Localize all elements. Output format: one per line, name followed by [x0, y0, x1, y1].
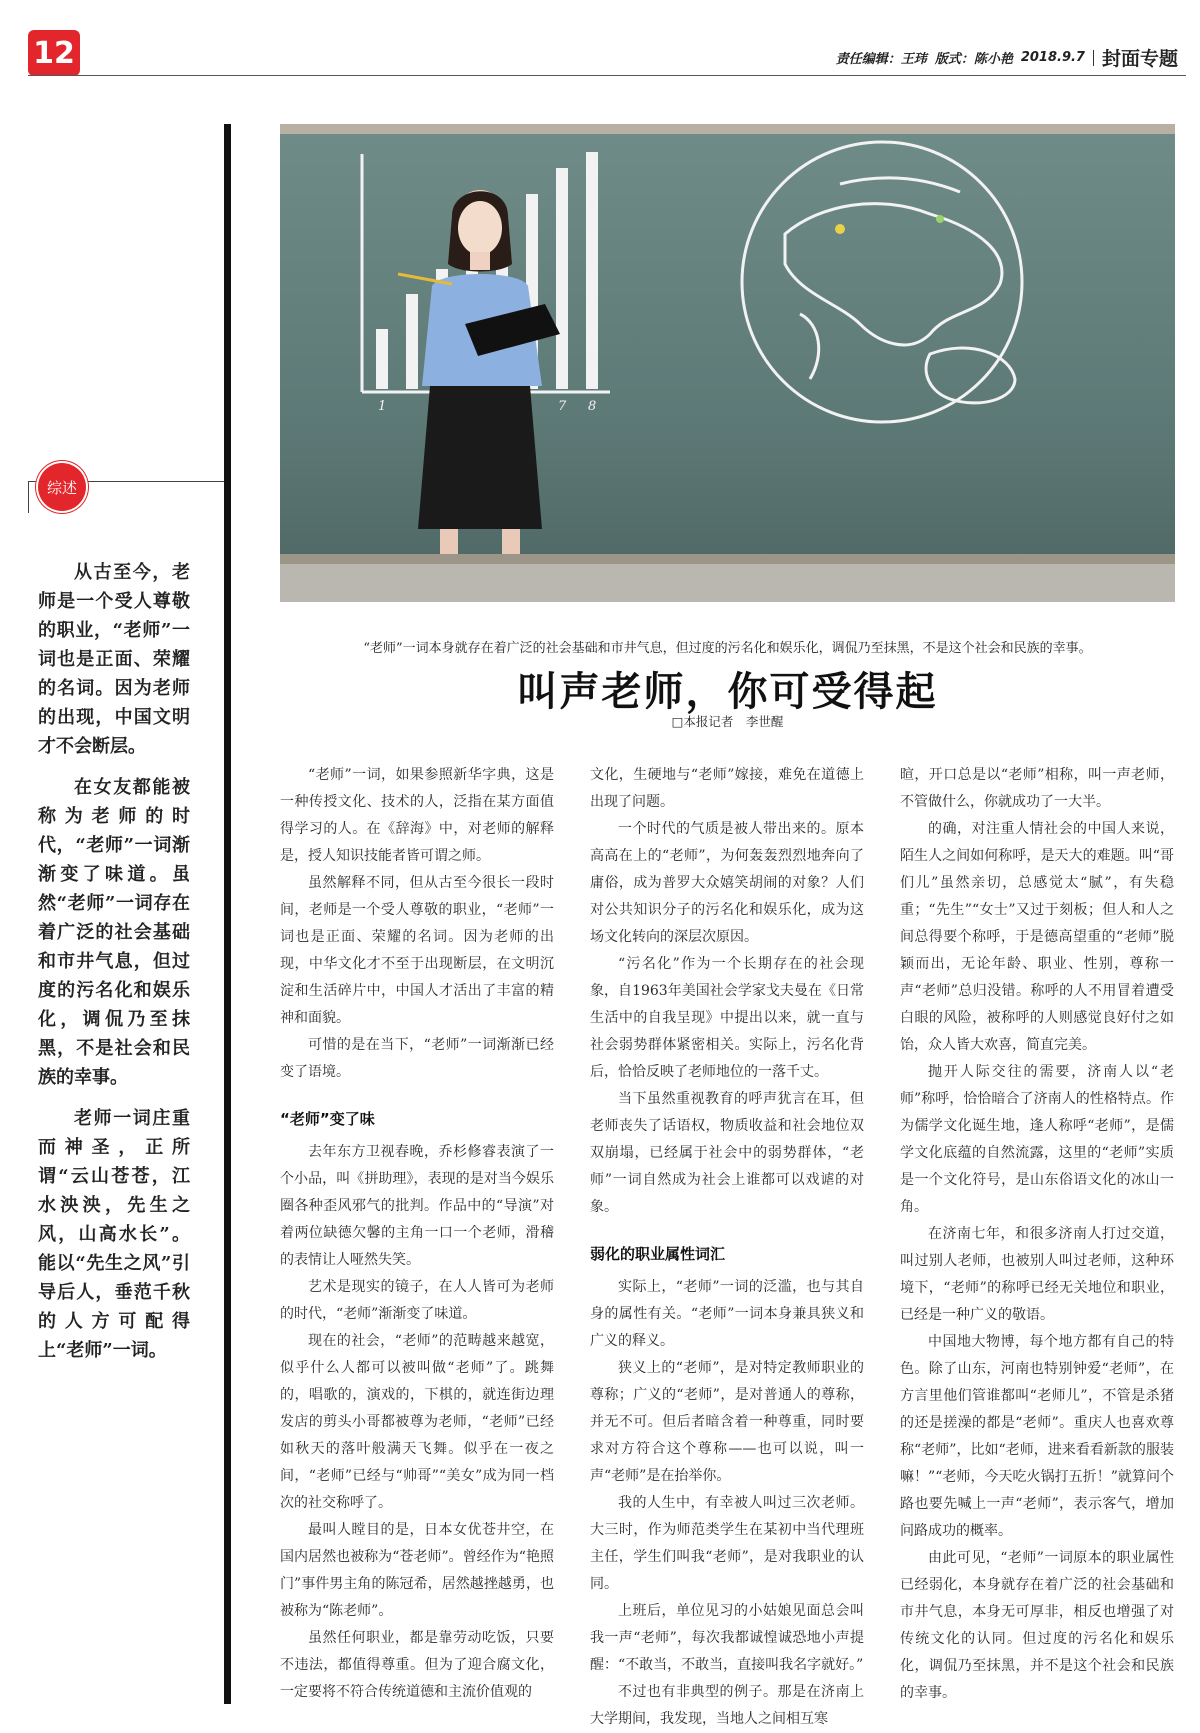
chalk-bar	[406, 294, 418, 389]
paragraph: 虽然解释不同，但从古至今很长一段时间，老师是一个受人尊敬的职业，“老师”一词也是正面、荣耀的名词。因为老师的出现，中华文化才不至于出现断层，在文明沉淀和生活碎片中，中国人才活出了丰富的精神和面貌。	[280, 875, 554, 1026]
paragraph: 暄，开口总是以“老师”相称，叫一声老师，不管做什么，你就成功了一大半。	[900, 767, 1174, 810]
header-info	[836, 44, 1178, 71]
paragraph: 当下虽然重视教育的呼声犹言在耳，但老师丧失了话语权，物质收益和社会地位双双崩塌，已经属于社会中的弱势群体，“老师”一词自然成为社会上谁都可以戏谑的对象。	[590, 1091, 864, 1215]
subheading: “老师”变了味	[280, 1110, 375, 1128]
chalk-bar	[586, 152, 598, 389]
summary-paragraph: 从古至今，老师是一个受人尊敬的职业，“老师”一词也是正面、荣耀的名词。因为老师的出现，中国文明才不会断层。	[38, 562, 190, 757]
paragraph: 去年东方卫视春晚，乔杉修睿表演了一个小品，叫《拼助理》，表现的是对当今娱乐圈各种歪风邪气的批判。作品中的“导演”对着两位缺德欠馨的主角一口一个老师，滑稽的表情让人哑然失笑。	[280, 1144, 554, 1268]
chart-tick-label: 7	[558, 399, 567, 414]
paragraph: 我的人生中，有幸被人叫过三次老师。大三时，作为师范类学生在某初中当代理班主任，学生们叫我“老师”，是对我职业的认同。	[590, 1495, 864, 1592]
paragraph: 一个时代的气质是被人带出来的。原本高高在上的“老师”，为何轰轰烈烈地奔向了庸俗，成为普罗大众嬉笑胡闹的对象？人们对公共知识分子的污名化和娱乐化，成为这场文化转向的深层次原因。	[590, 821, 864, 945]
header-separator	[1093, 50, 1094, 66]
article-headline: 叫声老师，你可受得起	[517, 668, 938, 715]
section-title: 封面专题	[1101, 48, 1178, 70]
chart-tick-label: 1	[378, 399, 387, 414]
chalk-globe	[742, 142, 1022, 422]
sidebar-divider	[224, 124, 231, 1704]
paragraph: 现在的社会，“老师”的范畴越来越宽，似乎什么人都可以被叫做“老师”了。跳舞的，唱歌的，演戏的，下棋的，就连街边理发店的剪头小哥都被尊为老师，“老师”已经如秋天的落叶般满天飞舞。似乎在一夜之间，“老师”已经与“帅哥”“美女”成为同一档次的社交称呼了。	[280, 1333, 554, 1511]
subheading: 弱化的职业属性词汇	[590, 1245, 726, 1263]
article-column-1	[280, 762, 554, 1706]
header-rule	[28, 75, 1186, 76]
paragraph: 抛开人际交往的需要，济南人以“老师”称呼，恰恰暗合了济南人的性格特点。作为儒学文化诞生地，逢人称呼“老师”，是儒学文化底蕴的自然流露，这里的“老师”实质是一个文化符号，是山东俗语文化的冰山一角。	[900, 1064, 1174, 1215]
paragraph: 狭义上的“老师”，是对特定教师职业的尊称；广义的“老师”，是对普通人的尊称，并无不可。但后者暗含着一种尊重，同时要求对方符合这个尊称——也可以说，叫一声“老师”是在抬举你。	[590, 1360, 864, 1484]
paragraph: 最叫人瞠目的是，日本女优苍井空，在国内居然也被称为“苍老师”。曾经作为“艳照门”事件男主角的陈冠希，居然越挫越勇，也被称为“陈老师”。	[280, 1522, 554, 1619]
sidebar-frame-corner	[28, 481, 29, 513]
paragraph: 虽然任何职业，都是靠劳动吃饭，只要不违法，都值得尊重。但为了迎合腐文化，一定要将不符合传统道德和主流价值观的	[280, 1630, 554, 1700]
paragraph: 不过也有非典型的例子。那是在济南上大学期间，我发现，当地人之间相互寒	[590, 1684, 864, 1727]
summary-paragraph: 在女友都能被称为老师的时代，“老师”一词渐渐变了味道。虽然“老师”一词存在着广泛的社会基础和市井气息，但过度的污名化和娱乐化，调侃乃至抹黑，不是社会和民族的幸事。	[38, 777, 190, 1088]
paragraph: “污名化”作为一个长期存在的社会现象，自1963年美国社会学家戈夫曼在《日常生活中的自我呈现》中提出以来，就一直与社会弱势群体紧密相关。实际上，污名化背后，恰恰反映了老师地位的一落千丈。	[590, 956, 864, 1080]
summary-badge: 综述	[38, 463, 86, 511]
globe-marker	[835, 224, 845, 234]
page-number: 12	[28, 30, 80, 76]
paragraph: 可惜的是在当下，“老师”一词渐渐已经变了语境。	[280, 1037, 554, 1080]
editor-credit: 责任编辑：王玮	[835, 52, 927, 67]
article-column-2	[590, 762, 864, 1733]
paragraph: 文化，生硬地与“老师”嫁接，难免在道德上出现了问题。	[590, 767, 864, 810]
chalk-bar	[556, 168, 568, 389]
teacher-skirt	[418, 386, 542, 529]
chalk-bar	[376, 329, 388, 389]
paragraph: “老师”一词，如果参照新华字典，这是一种传授文化、技术的人，泛指在某方面值得学习的人。在《辞海》中，对老师的解释是，授人知识技能者皆可谓之师。	[280, 767, 554, 864]
summary-text	[38, 558, 190, 1377]
article-byline: □本报记者 李世醒	[671, 714, 784, 729]
article-dek: “老师”一词本身就存在着广泛的社会基础和市井气息，但过度的污名化和娱乐化，调侃乃至抹黑，不是这个社会和民族的幸事。	[363, 641, 1092, 656]
blackboard-ledge	[280, 554, 1175, 564]
paragraph: 的确，对注重人情社会的中国人来说，陌生人之间如何称呼，是天大的难题。叫“哥们儿”虽然亲切，总感觉太“腻”，有失稳重；“先生”“女士”又过于刻板；但人和人之间总得要个称呼，于是德高望重的“老师”脱颖而出，无论年龄、职业、性别，尊称一声“老师”总归没错。称呼的人不用冒着遭受白眼的风险，被称呼的人则感觉良好付之如饴，众人皆大欢喜，简直完美。	[900, 821, 1174, 1053]
chart-tick-label: 8	[588, 399, 597, 414]
issue-date: 2018.9.7	[1020, 50, 1085, 65]
summary-paragraph: 老师一词庄重而神圣，正所谓“云山苍苍，江水泱泱，先生之风，山高水长”。能以“先生之风”引导后人，垂范千秋的人方可配得上“老师”一词。	[38, 1108, 190, 1361]
article-column-3	[900, 762, 1174, 1707]
paragraph: 中国地大物博，每个地方都有自己的特色。除了山东，河南也特别钟爱“老师”，在方言里他们管谁都叫“老师儿”，不管是杀猪的还是搓澡的都是“老师”。重庆人也喜欢尊称“老师”，比如“老师，进来看看新款的服装嘛！”“老师，今天吃火锅打五折！”就算问个路也要先喊上一声“老师”，表示客气，增加问路成功的概率。	[900, 1334, 1174, 1539]
paragraph: 实际上，“老师”一词的泛滥，也与其自身的属性有关。“老师”一词本身兼具狭义和广义的释义。	[590, 1279, 864, 1349]
paragraph: 在济南七年，和很多济南人打过交道，叫过别人老师，也被别人叫过老师，这种环境下，“老师”的称呼已经无关地位和职业，已经是一种广义的敬语。	[900, 1226, 1174, 1323]
paragraph: 艺术是现实的镜子，在人人皆可为老师的时代，“老师”渐渐变了味道。	[280, 1279, 554, 1322]
hero-photo	[280, 124, 1175, 602]
layout-credit: 版式：陈小艳	[934, 52, 1013, 67]
paragraph: 由此可见，“老师”一词原本的职业属性已经弱化，本身就存在着广泛的社会基础和市井气息，本身无可厚非，相反也增强了对传统文化的认同。但过度的污名化和娱乐化，调侃乃至抹黑，并不是这个社会和民族的幸事。	[900, 1550, 1174, 1701]
paragraph: 上班后，单位见习的小姑娘见面总会叫我一声“老师”，每次我都诚惶诚恐地小声提醒：“不敢当，不敢当，直接叫我名字就好。”	[590, 1603, 864, 1673]
globe-marker	[936, 215, 944, 223]
concrete-wall	[280, 564, 1175, 602]
blackboard-illustration	[280, 124, 1175, 602]
